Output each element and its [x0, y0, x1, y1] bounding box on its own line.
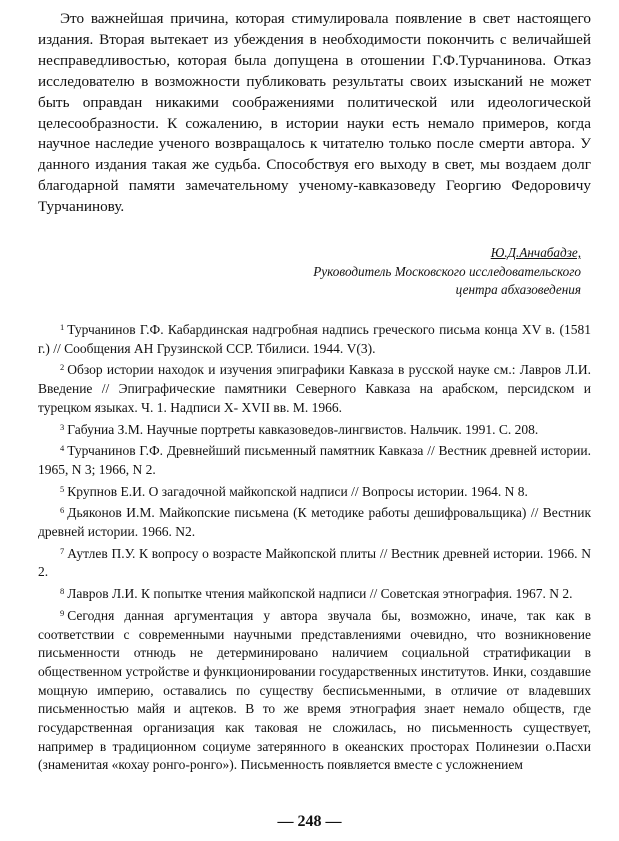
- footnote-text: Обзор истории находок и изучения эпиграфики Кавказа в русской науке см.: Лавров Л.И. Введение // Эпиграфические памятники Северного Кавказа на арабском, персидском и турецком языках. Ч. 1. Надписи X- XVII вв. М. 1966.: [38, 362, 591, 415]
- footnote-4: [38, 439, 591, 479]
- footnote-marker: 2: [60, 362, 65, 373]
- footnotes: [38, 318, 591, 775]
- signature-block: [161, 244, 581, 300]
- signature-position-line-2: центра абхазоведения: [455, 282, 581, 297]
- footnote-text: Турчанинов Г.Ф. Кабардинская надгробная надпись греческого письма конца XV в. (1581 г.) // Сообщения АН Грузинской ССР. Тбилиси. 1944. V(3).: [38, 322, 591, 356]
- footnote-marker: 5: [60, 483, 65, 494]
- footnote-text: Габуниа З.М. Научные портреты кавказоведов-лингвистов. Нальчик. 1991. С. 208.: [67, 421, 539, 437]
- footnote-text: Дьяконов И.М. Майкопские письмена (К методике работы дешифровальщика) // Вестник древней истории. 1966. N2.: [38, 505, 591, 540]
- signature-name: Ю.Д.Анчабадзе,: [490, 245, 581, 260]
- footnote-marker: 9: [60, 607, 65, 618]
- footnote-1: [38, 318, 591, 358]
- footnote-marker: 6: [60, 505, 65, 516]
- footnote-marker: 7: [60, 545, 65, 556]
- footnote-marker: 4: [60, 443, 65, 454]
- signature-position-line-1: Руководитель Московского исследовательского: [313, 263, 581, 279]
- footnote-2: [38, 358, 591, 417]
- page-number: — 248 —: [277, 813, 342, 830]
- footnote-text: Лавров Л.И. К попытке чтения майкопской надписи // Советская этнография. 1967. N 2.: [67, 586, 573, 602]
- footnote-5: [38, 480, 591, 502]
- main-paragraph: Это важнейшая причина, которая стимулировала появление в свет настоящего издания. Вторая вытекает из убеждения в необходимости покончить с величайшей несправедливостью, которая была допущена в отошении Г.Ф.Турчанинова. Отказ исследователю в возможности публиковать результаты своих изысканий не может быть оправдан никакими соображениями политической или идеологической целесообразности. К сожалению, в истории науки есть немало примеров, когда научное наследие ученого возвращалось к читателю только после смерти автора. У данного издания такая же судьба. Способствуя его выходу в свет, мы воздаем долг благодарной памяти замечательному ученому-кавказоведу Георгию Федоровичу Турчанинову.: [38, 10, 591, 216]
- footnote-marker: 3: [60, 421, 65, 432]
- footnote-7: [38, 542, 591, 582]
- footnote-9: [38, 604, 591, 775]
- footnote-3: [38, 418, 591, 440]
- footnote-text: Крупнов Е.И. О загадочной майкопской надписи // Вопросы истории. 1964. N 8.: [67, 483, 528, 499]
- footnote-8: [38, 582, 591, 604]
- footnote-6: [38, 501, 591, 541]
- footnote-marker: 8: [60, 586, 65, 597]
- footnote-text: Турчанинов Г.Ф. Древнейший письменный памятник Кавказа // Вестник древней истории. 1965, N 3; 1966, N 2.: [38, 443, 591, 477]
- footnote-marker: 1: [60, 322, 65, 332]
- footnote-text: Аутлев П.У. К вопросу о возрасте Майкопской плиты // Вестник древней истории. 1966. N 2.: [38, 545, 591, 580]
- footnote-text: Сегодня данная аргументация у автора звучала бы, возможно, иначе, так как в соответствии с современными научными представлениями очевидно, что возникновение письменности отнюдь не детерминировано наличием социальной стратификации в общественном устройстве и функционировании государственных институтов. Инки, создавшие мощную империю, оставались по существу бесписьменными, в отличие от владевших письменностью майя и ацтеков. В то же время этнография знает немало обществ, где государственная организация как таковая не сложилась, но письменность существует, например в традиционном социуме затерянного в океанских просторах Полинезии о.Пасхи (знаменитая «кохау ронго-ронго»). Письменность появляется вместе с усложнением: [38, 607, 591, 773]
